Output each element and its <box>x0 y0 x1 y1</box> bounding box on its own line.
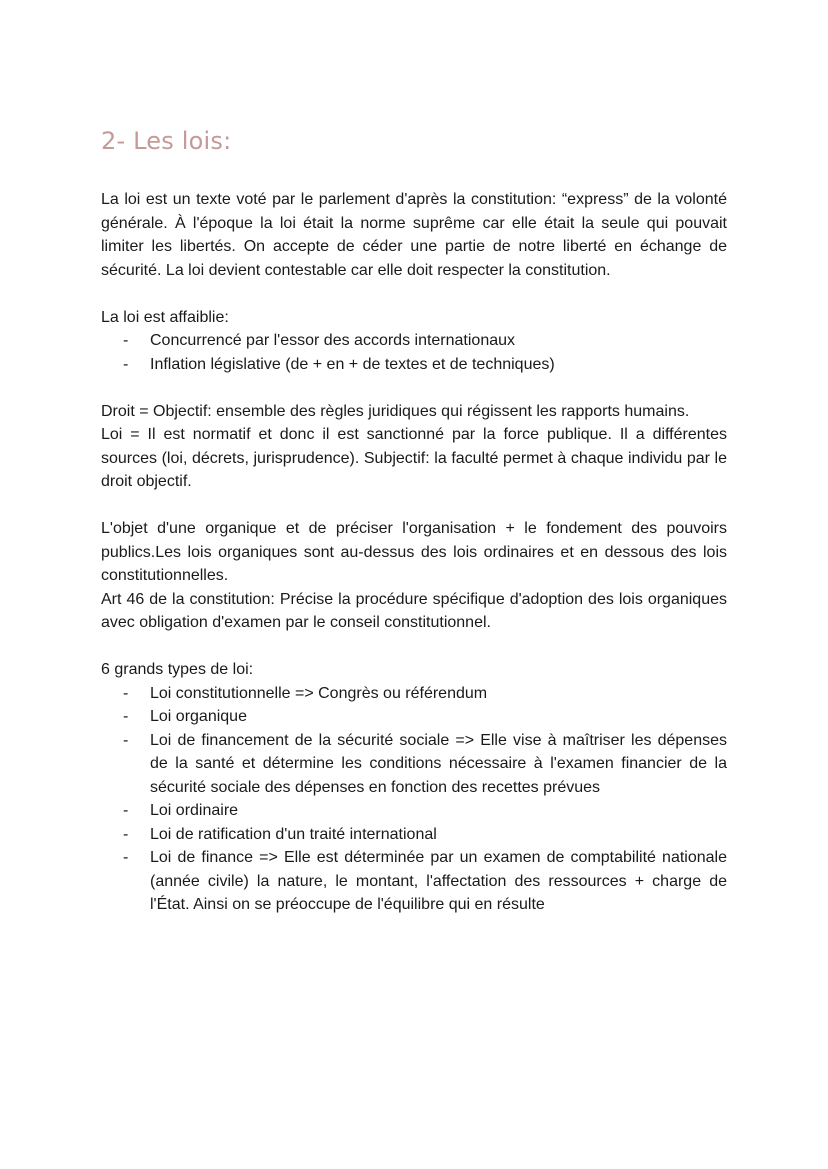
list-item <box>101 705 727 729</box>
intro-paragraph: La loi est un texte voté par le parlement d'après la constitution: “express” de la volonté générale. À l'époque la loi était la norme suprême car elle était la seule qui pouvait limiter les libertés. On accepte de céder une partie de notre liberté en échange de sécurité. La loi devient contestable car elle doit respecter la constitution. <box>101 191 727 279</box>
types-label: 6 grands types de loi: <box>101 661 254 678</box>
paragraph-gap <box>101 635 727 659</box>
types-list <box>101 682 727 917</box>
list-item-text: Loi ordinaire <box>150 802 239 819</box>
dash-bullet: - <box>123 684 129 702</box>
dash-bullet: - <box>123 802 129 819</box>
list-item-text: Loi organique <box>150 708 247 725</box>
affaiblie-label: La loi est affaiblie: <box>101 308 229 326</box>
organique-paragraph: L'objet d'une organique et de préciser l'organisation + le fondement des pouvoirs publics.Les lois organiques sont au-dessus des lois ordinaires et en dessous des lois constitutionnelles. <box>101 520 727 584</box>
list-item <box>101 846 727 917</box>
art46-paragraph: Art 46 de la constitution: Précise la procédure spécifique d'adoption des lois organiques avec obligation d'examen par le conseil constitutionnel. <box>101 590 727 631</box>
list-item-text: Loi de finance => Elle est déterminée par un examen de comptabilité nationale (année civile) la nature, le montant, l'affectation des ressources + charge de l'État. Ainsi on se préoccupe de l'équilibre qui en résulte <box>150 849 727 913</box>
list-item-text: Concurrencé par l'essor des accords internationaux <box>150 332 516 349</box>
list-item-text: Loi de financement de la sécurité sociale => Elle vise à maîtriser les dépenses de la santé et détermine les conditions nécessaire à l'examen financier de la sécurité sociale des dépenses en fonction des recettes prévues <box>150 731 727 796</box>
droit-paragraph: Droit = Objectif: ensemble des règles juridiques qui régissent les rapports humains. <box>101 402 690 420</box>
dash-bullet: - <box>123 355 129 373</box>
list-item <box>101 729 727 800</box>
list-item-text: Loi constitutionnelle => Congrès ou référendum <box>150 684 488 702</box>
dash-bullet: - <box>123 731 129 749</box>
document-page <box>101 126 727 917</box>
section-title: 2- Les lois: <box>101 127 232 155</box>
list-item <box>101 329 727 353</box>
dash-bullet: - <box>123 825 129 843</box>
affaiblie-list <box>101 329 727 376</box>
list-item <box>101 682 727 706</box>
dash-bullet: - <box>123 332 129 349</box>
list-item <box>101 353 727 377</box>
list-item <box>101 799 727 823</box>
paragraph-gap <box>101 282 727 306</box>
dash-bullet: - <box>123 708 129 725</box>
loi-paragraph: Loi = Il est normatif et donc il est sanctionné par la force publique. Il a différentes sources (loi, décrets, jurisprudence). Subjectif: la faculté permet à chaque individu par le droit objectif. <box>101 426 727 490</box>
list-item-text: Inflation législative (de + en + de textes et de techniques) <box>150 355 555 373</box>
paragraph-gap <box>101 494 727 518</box>
list-item <box>101 823 727 847</box>
dash-bullet: - <box>123 849 129 866</box>
list-item-text: Loi de ratification d'un traité international <box>150 825 437 843</box>
paragraph-gap <box>101 376 727 400</box>
